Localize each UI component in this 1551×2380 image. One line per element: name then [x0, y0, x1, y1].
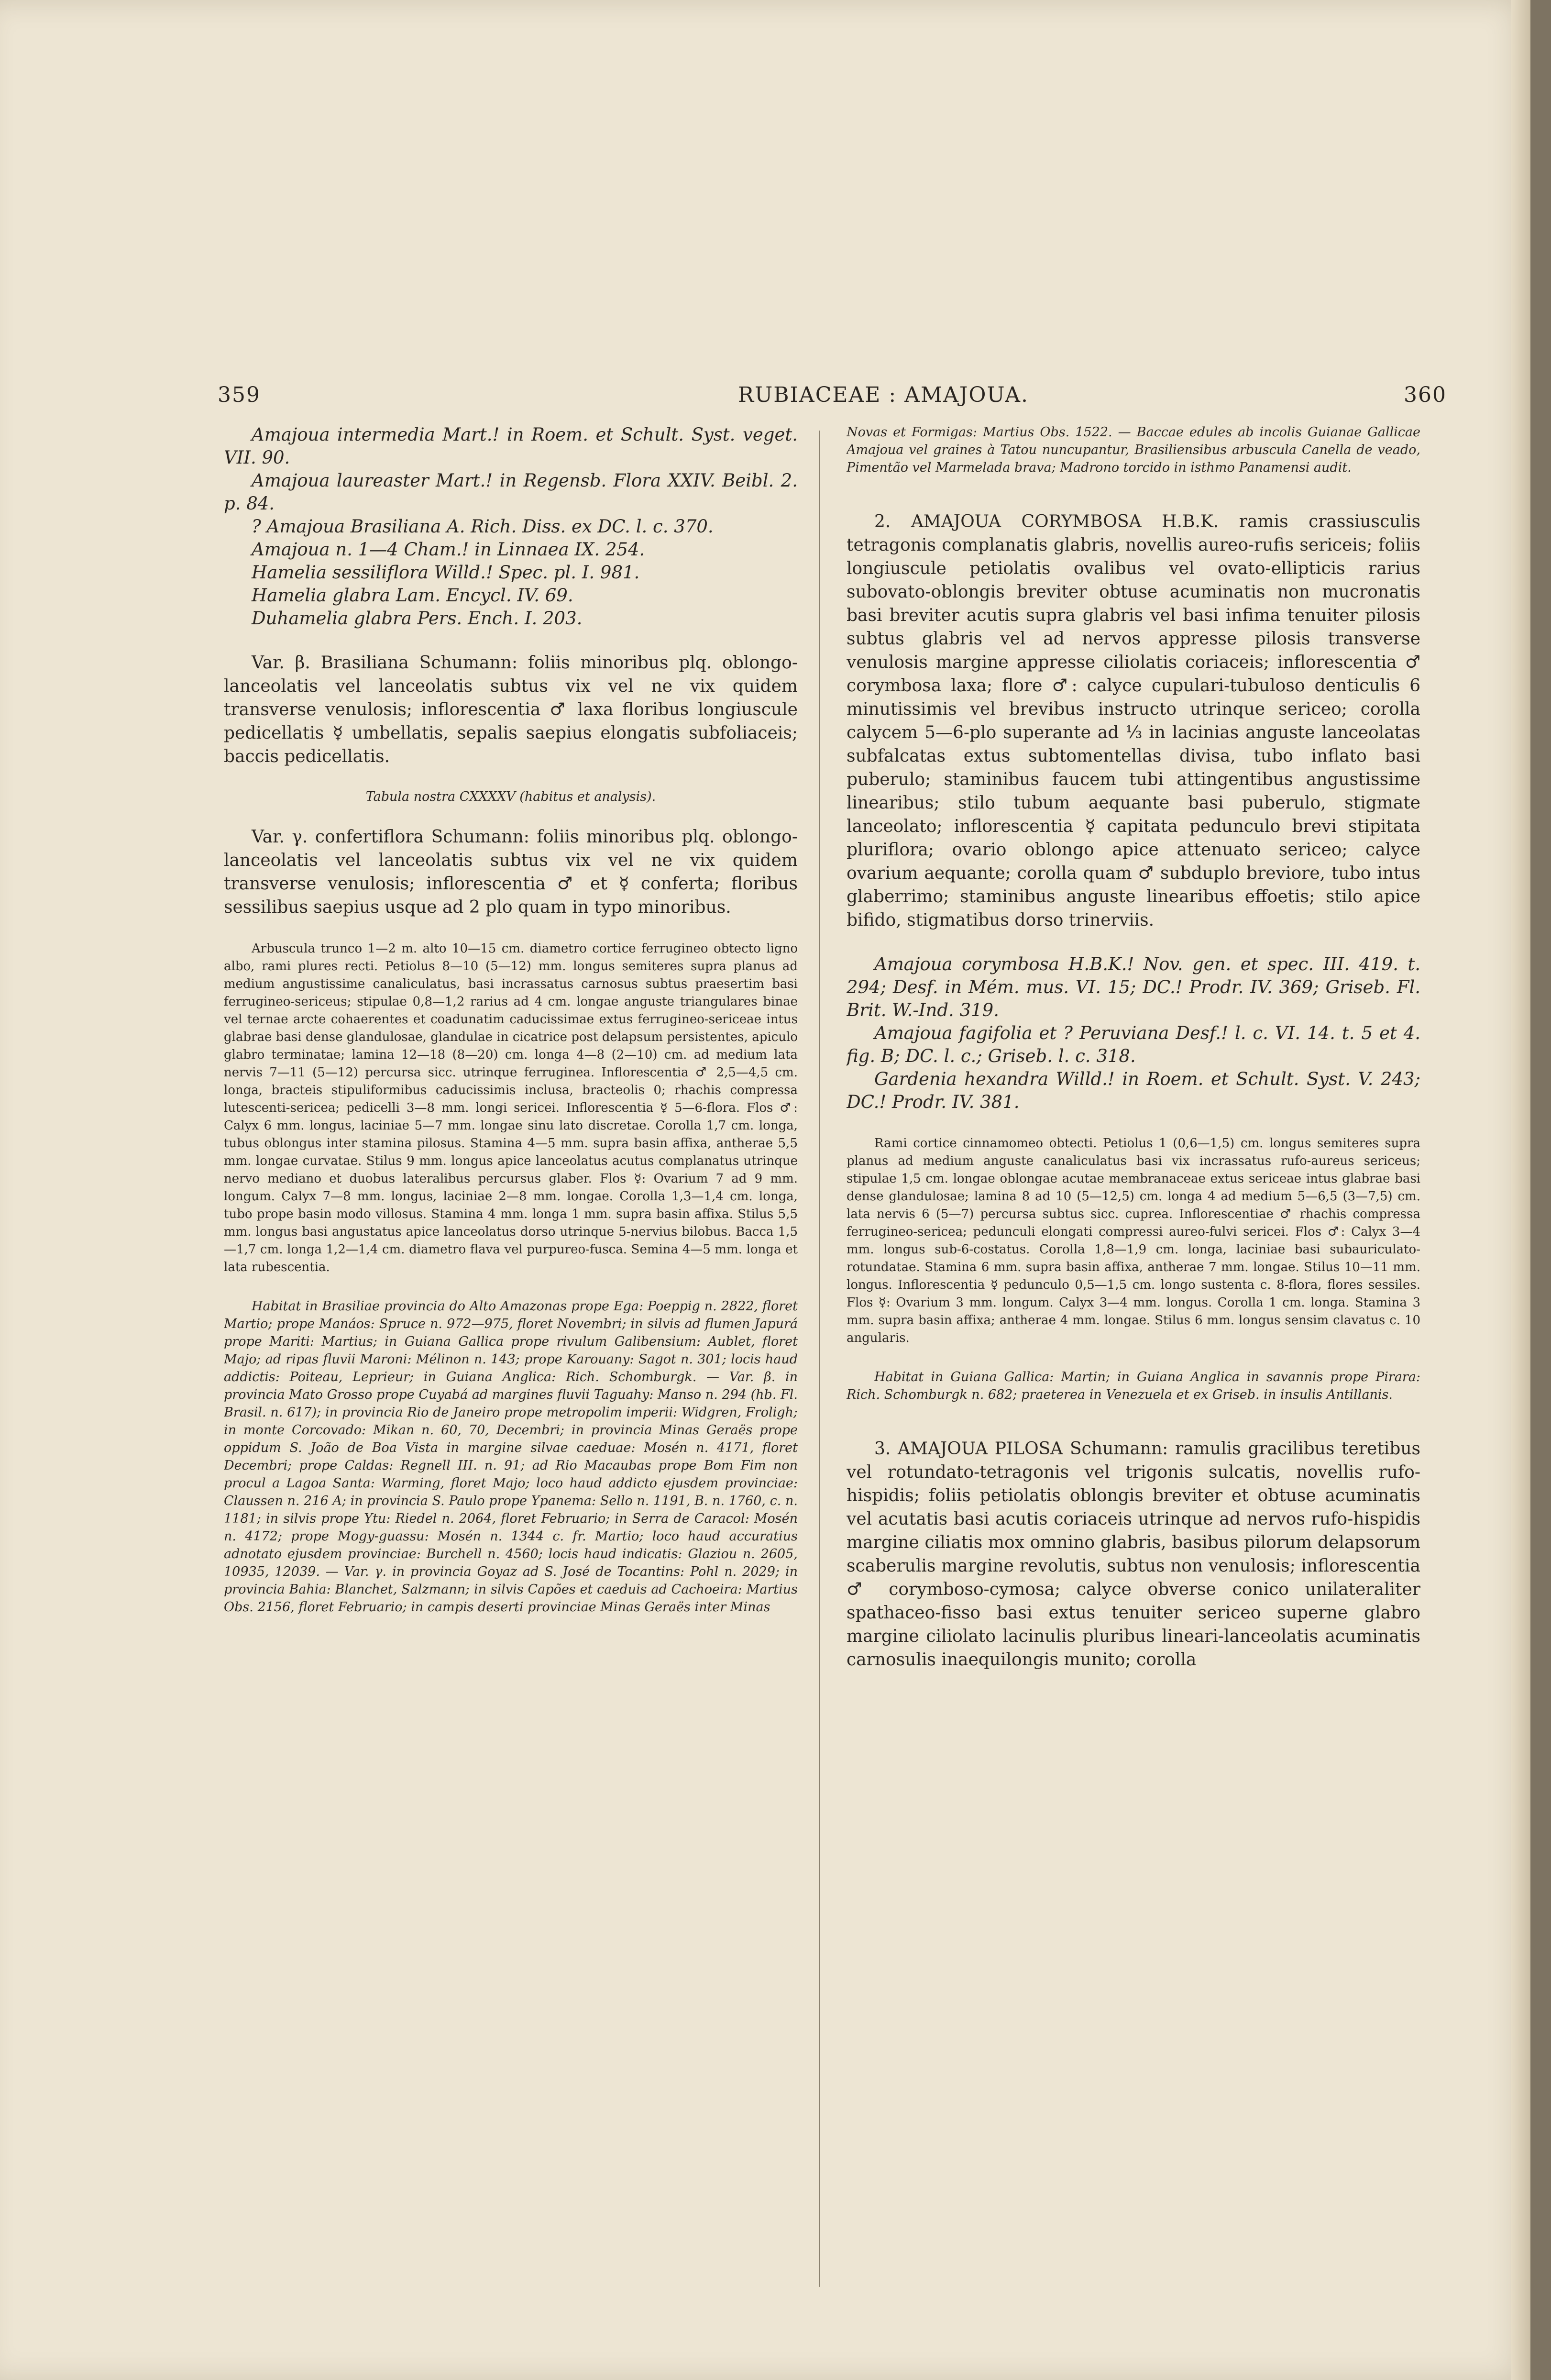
- synonym: Amajoua laureaster Mart.! in Regensb. Flora XXIV. Beibl. 2. p. 84.: [224, 470, 798, 514]
- species-2-heading: 2. AMAJOUA CORYMBOSA H.B.K. ramis crassiusculis tetragonis complanatis glabris, novellis aureo-rufis sericeis; foliis longiuscule petiolatis ovalibus vel ovato-ellipticis rarius subovato-oblongis breviter obtuse acuminatis non mucronatis basi breviter acutis supra glabris vel basi infima tenuiter pilosis subtus glabris vel ad nervos appresse pilosis transverse venulosis margine appresse ciliolatis coriaceis; inflorescentia ♂ corymbosa laxa; flore ♂: calyce cupulari-tubuloso denticulis 6 minutissimis vel brevibus instructo utrinque sericeo; corolla calycem 5—6-plo superante ad ⅓ in lacinias anguste lanceolatas subfalcatas extus subtomentellas divisa, tubo inflato basi puberulo; staminibus faucem tubi attingentibus angustissime linearibus; stilo tubum aequante basi puberulo, stigmate lanceolato; inflorescentia ☿ capitata pedunculo brevi stipitata pluriflora; ovario oblongo apice attenuato sericeo; calyce ovarium aequante; corolla quam ♂ subduplo breviore, tubo intus glaberrimo; staminibus anguste linearibus effoetis; stilo apice bifido, stigmatibus dorso trinerviis.: [847, 512, 1420, 930]
- synonym: Hamelia glabra Lam. Encycl. IV. 69.: [252, 585, 573, 606]
- synonym: ? Amajoua Brasiliana A. Rich. Diss. ex DC. l. c. 370.: [252, 516, 714, 537]
- species-2-synonym: Gardenia hexandra Willd.! in Roem. et Schult. Syst. V. 243; DC.! Prodr. IV. 381.: [847, 1069, 1420, 1112]
- column-divider: [819, 431, 820, 2287]
- right-column: [847, 423, 1420, 2284]
- species-2-synonym: Amajoua corymbosa H.B.K.! Nov. gen. et spec. III. 419. t. 294; Desf. in Mém. mus. VI. 15; DC.! Prodr. IV. 369; Griseb. Fl. Brit. W.-Ind. 319.: [847, 954, 1420, 1020]
- plate-reference: Tabula nostra CXXXXV (habitus et analysis).: [365, 789, 656, 804]
- synonym: Amajoua intermedia Mart.! in Roem. et Schult. Syst. veget. VII. 90.: [224, 424, 798, 468]
- page-number-right: 360: [1404, 383, 1447, 407]
- species-2-synonym: Amajoua fagifolia et ? Peruviana Desf.! l. c. VI. 14. t. 5 et 4. fig. B; DC. l. c.; Griseb. l. c. 318.: [847, 1023, 1420, 1066]
- species-description: Arbuscula trunco 1—2 m. alto 10—15 cm. diametro cortice ferrugineo obtecto ligno albo, rami plures recti. Petiolus 8—10 (5—12) mm. longus semiteres supra planus ad medium angustissime canaliculatus, basi incrassatus carnosus subtus praesertim basi ferrugineo-sericeus; stipulae 0,8—1,2 rarius ad 4 cm. longae anguste triangulares binae vel ternae arcte cohaerentes et coadunatim caducissimae extus ferrugineo-sericeae intus glabrae basi dense glandulosae, glandulae in cicatrice post delapsum persistentes, apiculo glabro terminatae; lamina 12—18 (8—20) cm. longa 4—8 (2—10) cm. ad medium lata nervis 7—11 (5—12) percursa sicc. utrinque ferruginea. Inflorescentia ♂ 2,5—4,5 cm. longa, bracteis stipuliformibus caducissimis inclusa, bracteolis 0; rhachis compressa lutescenti-sericea; pedicelli 3—8 mm. longi sericei. Inflorescentia ☿ 5—6-flora. Flos ♂: Calyx 6 mm. longus, laciniae 5—7 mm. longae sinu lato discretae. Corolla 1,7 cm. longa, tubus oblongus inter stamina pilosus. Stamina 4—5 mm. supra basin affixa, antherae 5,5 mm. longae curvatae. Stilus 9 mm. longus apice lanceolatus acutus complanatus utrinque nervo mediano et duobus lateralibus percursus glaber. Flos ☿: Ovarium 7 ad 9 mm. longum. Calyx 7—8 mm. longus, laciniae 2—8 mm. longae. Corolla 1,3—1,4 cm. longa, tubo prope basin modo villosus. Stamina 4 mm. longa 1 mm. supra basin affixa. Stilus 5,5 mm. longus basi angustatus apice lanceolatus dorso utrinque 5-nervius bilobus. Bacca 1,5—1,7 cm. longa 1,2—1,4 cm. diametro flava vel purpureo-fusca. Semina 4—5 mm. longa et lata rubescentia.: [224, 941, 798, 1274]
- synonym: Duhamelia glabra Pers. Ench. I. 203.: [252, 608, 583, 629]
- page-edge: [1511, 0, 1530, 2380]
- running-title: RUBIACEAE : AMAJOUA.: [738, 383, 1029, 407]
- species-2-habitat: Habitat in Guiana Gallica: Martin; in Guiana Anglica in savannis prope Pirara: Rich. Schomburgk n. 682; praeterea in Venezuela et ex Griseb. in insulis Antillanis.: [847, 1370, 1420, 1402]
- page-number-left: 359: [218, 383, 261, 407]
- species-2-description: Rami cortice cinnamomeo obtecti. Petiolus 1 (0,6—1,5) cm. longus semiteres supra planus ad medium anguste canaliculatus basi vix incrassatus rufo-aureus sericeus; stipulae 1,5 cm. longae oblongae acutae membranaceae extus sericeae intus glabrae basi dense glandulosae; lamina 8 ad 10 (5—12,5) cm. longa 4 ad medium 5—6,5 (3—7,5) cm. lata nervis 6 (5—7) percursa subtus sicc. cuprea. Inflorescentiae ♂ rhachis compressa ferrugineo-sericea; pedunculi elongati compressi aureo-fulvi sericei. Flos ♂: Calyx 3—4 mm. longus sub-6-costatus. Corolla 1,8—1,9 cm. longa, laciniae basi subauriculato-rotundatae. Stamina 6 mm. supra basin affixa, antherae 7 mm. longae. Stilus 10—11 mm. longus. Inflorescentia ☿ pedunculo 0,5—1,5 cm. longo sustenta c. 8-flora, flores sessiles. Flos ☿: Ovarium 3 mm. longum. Calyx 3—4 mm. longus. Corolla 1 cm. longa. Stamina 3 mm. supra basin affixa; antherae 4 mm. longae. Stilus 6 mm. longus sensim clavatus c. 10 angularis.: [847, 1136, 1420, 1345]
- synonym: Amajoua n. 1—4 Cham.! in Linnaea IX. 254.: [252, 539, 645, 560]
- variety-gamma: Var. γ. confertiflora Schumann: foliis minoribus plq. oblongo-lanceolatis vel lanceolatis subtus vix vel ne vix quidem transverse venulosis; inflorescentia ♂ et ☿ conferta; floribus sessilibus saepius usque ad 2 plo quam in typo minoribus.: [224, 827, 798, 917]
- habitat-text: Habitat in Brasiliae provincia do Alto Amazonas prope Ega: Poeppig n. 2822, floret Martio; prope Manáos: Spruce n. 972—975, floret Novembri; in silvis ad flumen Japurá prope Mariti: Martius; in Guiana Gallica prope rivulum Galibensium: Aublet, floret Majo; ad ripas fluvii Maroni: Mélinon n. 143; prope Karouany: Sagot n. 301; locis haud addictis: Poiteau, Leprieur; in Guiana Anglica: Rich. Schomburgk. — Var. β. in provincia Mato Grosso prope Cuyabá ad margines fluvii Taguahy: Manso n. 294 (hb. Fl. Brasil. n. 617); in provincia Rio de Janeiro prope metropolim imperii: Widgren, Froligh; in monte Corcovado: Mikan n. 60, 70, Decembri; in provincia Minas Geraës prope oppidum S. João de Boa Vista in margine silvae caeduae: Mosén n. 4171, floret Decembri; prope Caldas: Regnell III. n. 91; ad Rio Macaubas prope Bom Fim non procul a Lagoa Santa: Warming, floret Majo; loco haud addicto ejusdem provinciae: Claussen n. 216 A; in provincia S. Paulo prope Ypanema: Sello n. 1191, B. n. 1760, c. n. 1181; in silvis prope Ytu: Riedel n. 2064, floret Februario; in Serra de Caracol: Mosén n. 4172; prope Mogy-guassu: Mosén n. 1344 c. fr. Martio; loco haud accuratius adnotato ejusdem provinciae: Burchell n. 4560; locis haud indicatis: Glaziou n. 2605, 10935, 12039. — Var. γ. in provincia Goyaz ad S. José de Tocantins: Pohl n. 2029; in provincia Bahia: Blanchet, Salzmann; in silvis Capões et caeduis ad Cachoeira: Martius Obs. 2156, floret Februario; in campis deserti provinciae Minas Geraës inter Minas: [224, 1299, 798, 1615]
- left-column: [224, 423, 798, 2284]
- habitat-continuation: Novas et Formigas: Martius Obs. 1522. — Baccae edules ab incolis Guianae Gallicae Amajoua vel graines à Tatou nuncupantur, Brasiliensibus arbuscula Canella de veado, Pimentão vel Marmelada brava; Madrono torcido in isthmo Panamensi audit.: [847, 425, 1420, 475]
- running-header: [218, 378, 1447, 416]
- synonym: Hamelia sessiliflora Willd.! Spec. pl. I. 981.: [252, 562, 640, 583]
- variety-beta: Var. β. Brasiliana Schumann: foliis minoribus plq. oblongo-lanceolatis vel lanceolatis subtus vix vel ne vix quidem transverse venulosis; inflorescentia ♂ laxa floribus longiuscule pedicellatis ☿ umbellatis, sepalis saepius elongatis subfoliaceis; baccis pedicellatis.: [224, 653, 798, 766]
- species-3-heading: 3. AMAJOUA PILOSA Schumann: ramulis gracilibus teretibus vel rotundato-tetragonis vel trigonis sulcatis, novellis rufo-hispidis; foliis petiolatis oblongis breviter et obtuse acuminatis vel acutatis basi acutis coriaceis utrinque ad nervos rufo-hispidis margine ciliatis mox omnino glabris, basibus pilorum delapsorum scaberulis margine revolutis, subtus non venulosis; inflorescentia ♂ corymboso-cymosa; calyce obverse conico unilateraliter spathaceo-fisso basi extus tenuiter sericeo superne glabro margine ciliolato lacinulis pluribus lineari-lanceolatis acuminatis carnosulis inaequilongis munito; corolla: [847, 1439, 1420, 1670]
